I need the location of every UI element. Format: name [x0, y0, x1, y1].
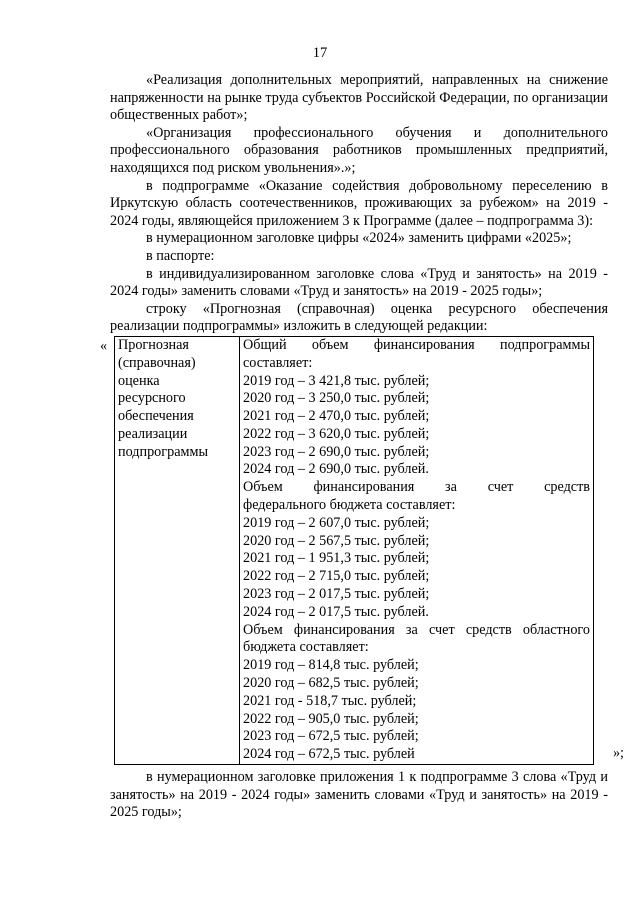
year-amount: 2019 год – 814,8 тыс. рублей; — [243, 657, 419, 674]
year-amount: 2020 год – 3 250,0 тыс. рублей; — [243, 390, 430, 407]
paragraph-2: «Организация профессионального обучения и дополнительного профессионального образования работников промышленных предприятий, находящихся под риском увольнения».»; — [110, 124, 608, 176]
year-amount: 2022 год – 3 620,0 тыс. рублей; — [243, 425, 430, 442]
block-heading-line: бюджета составляет: — [243, 639, 369, 656]
row-label-line: подпрограммы — [118, 443, 208, 460]
year-amount: 2021 год – 2 470,0 тыс. рублей; — [243, 408, 430, 425]
year-amount: 2024 год – 672,5 тыс. рублей — [243, 746, 415, 763]
year-amount: 2020 год – 682,5 тыс. рублей; — [243, 675, 419, 692]
passport-table — [114, 336, 594, 765]
year-amount: 2019 год – 2 607,0 тыс. рублей; — [243, 514, 430, 531]
row-value-cell — [240, 336, 594, 764]
paragraph-5: в паспорте: — [146, 247, 215, 264]
row-label-cell — [115, 336, 240, 764]
year-amount: 2024 год – 2 017,5 тыс. рублей. — [243, 603, 429, 620]
paragraph-4: в нумерационном заголовке цифры «2024» заменить цифрами «2025»; — [146, 230, 572, 247]
row-label-line: Прогнозная — [118, 336, 189, 353]
paragraph-after-table: в нумерационном заголовке приложения 1 к подпрограмме 3 слова «Труд и занятость» на 2019 - 2024 годы» заменить словами «Труд и занятость» на 2019 - 2025 годы»; — [110, 769, 608, 821]
block-heading-line: Объем финансирования за счет средств — [243, 479, 590, 496]
year-amount: 2020 год – 2 567,5 тыс. рублей; — [243, 532, 430, 549]
block-heading-line: федерального бюджета составляет: — [243, 497, 456, 514]
row-label-line: (справочная) — [118, 354, 196, 371]
paragraph-1: «Реализация дополнительных мероприятий, направленных на снижение напряженности на рынке труда субъектов Российской Федерации, по организации общественных работ»; — [110, 72, 608, 124]
row-label-line: обеспечения — [118, 408, 194, 425]
paragraph-7: строку «Прогнозная (справочная) оценка ресурсного обеспечения реализации подпрограммы» изложить в следующей редакции: — [110, 300, 608, 335]
page-number: 17 — [312, 45, 328, 61]
row-label-line: ресурсного — [118, 390, 186, 407]
year-amount: 2022 год – 2 715,0 тыс. рублей; — [243, 568, 430, 585]
year-amount: 2019 год – 3 421,8 тыс. рублей; — [243, 372, 430, 389]
year-amount: 2023 год – 2 690,0 тыс. рублей; — [243, 443, 430, 460]
paragraph-3: в подпрограмме «Оказание содействия добровольному переселению в Иркутскую область соотечественников, проживающих за рубежом» на 2019 - 2024 годы, являющейся приложением 3 к Программе (далее – подпрограмма 3): — [110, 177, 608, 229]
paragraph-6: в индивидуализированном заголовке слова «Труд и занятость» на 2019 - 2024 годы» заменить словами «Труд и занятость» на 2019 - 2025 годы»; — [110, 265, 608, 300]
year-amount: 2024 год – 2 690,0 тыс. рублей. — [243, 461, 429, 478]
year-amount: 2023 год – 672,5 тыс. рублей; — [243, 728, 419, 745]
year-amount: 2021 год – 1 951,3 тыс. рублей; — [243, 550, 430, 567]
block-heading-line: Общий объем финансирования подпрограммы — [243, 336, 590, 353]
close-quote: »; — [612, 745, 624, 762]
year-amount: 2021 год - 518,7 тыс. рублей; — [243, 692, 417, 709]
year-amount: 2022 год – 905,0 тыс. рублей; — [243, 710, 419, 727]
open-quote: « — [100, 337, 108, 354]
document-body — [100, 72, 624, 822]
block-heading-line: составляет: — [243, 354, 313, 371]
row-label-line: оценка — [118, 372, 160, 389]
block-heading-line: Объем финансирования за счет средств областного — [243, 621, 590, 638]
row-label-line: реализации — [118, 425, 188, 442]
passport-table-wrapper — [100, 336, 624, 765]
year-amount: 2023 год – 2 017,5 тыс. рублей; — [243, 586, 430, 603]
table-row — [115, 336, 594, 764]
